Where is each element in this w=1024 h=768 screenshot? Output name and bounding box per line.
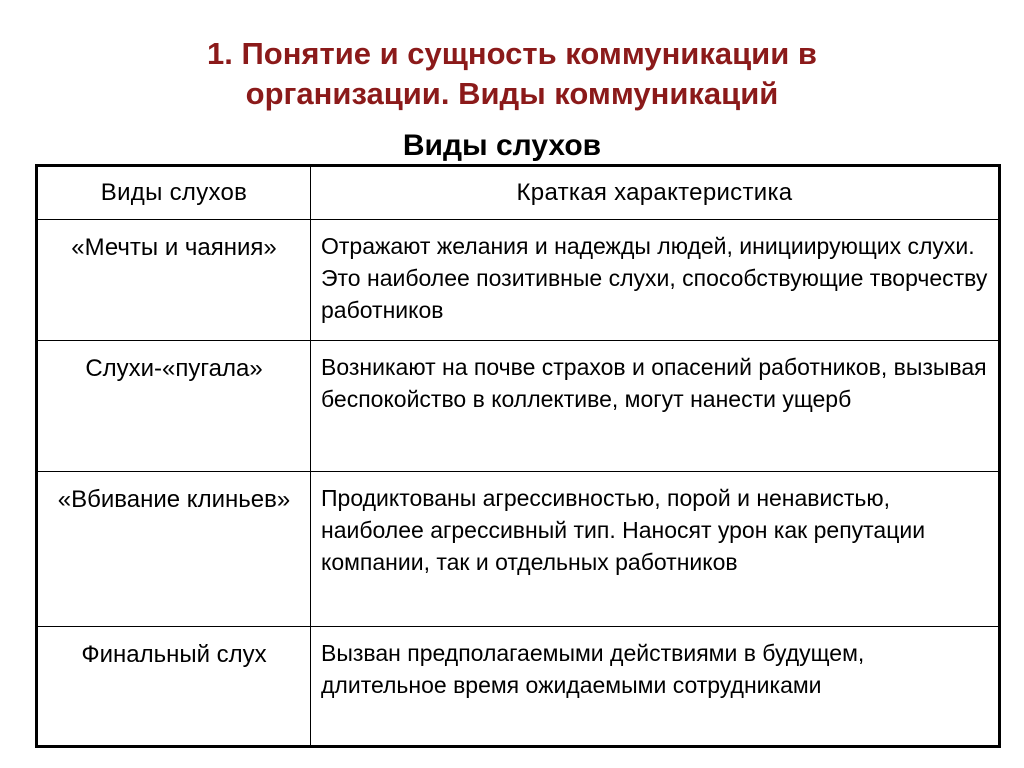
column-header-description: Краткая характеристика <box>311 166 1000 220</box>
rumor-description-cell: Отражают желания и надежды людей, инициирующих слухи. Это наиболее позитивные слухи, способствующие творчеству работников <box>311 220 1000 341</box>
table-row <box>37 472 1000 627</box>
slide-title-line-2: организации. Виды коммуникаций <box>245 76 779 111</box>
rumor-description-cell: Вызван предполагаемыми действиями в будущем, длительное время ожидаемыми сотрудниками <box>311 627 1000 747</box>
table-row <box>37 341 1000 472</box>
table-row <box>37 220 1000 341</box>
rumor-type-cell: «Мечты и чаяния» <box>37 220 311 341</box>
table-caption: Виды слухов <box>402 129 602 162</box>
rumor-type-cell: Слухи-«пугала» <box>37 341 311 472</box>
table-header-row <box>37 166 1000 220</box>
rumor-description-cell: Продиктованы агрессивностью, порой и ненавистью, наиболее агрессивный тип. Наносят урон как репутации компании, так и отдельных работников <box>311 472 1000 627</box>
rumor-types-table <box>35 164 1001 748</box>
rumor-type-cell: «Вбивание клиньев» <box>37 472 311 627</box>
table-row <box>37 627 1000 747</box>
rumor-description-cell: Возникают на почве страхов и опасений работников, вызывая беспокойство в коллективе, могут нанести ущерб <box>311 341 1000 472</box>
slide-title <box>0 34 1024 114</box>
rumor-type-cell: Финальный слух <box>37 627 311 747</box>
slide-title-line-1: 1. Понятие и сущность коммуникации в <box>207 36 817 71</box>
column-header-type: Виды слухов <box>37 166 311 220</box>
